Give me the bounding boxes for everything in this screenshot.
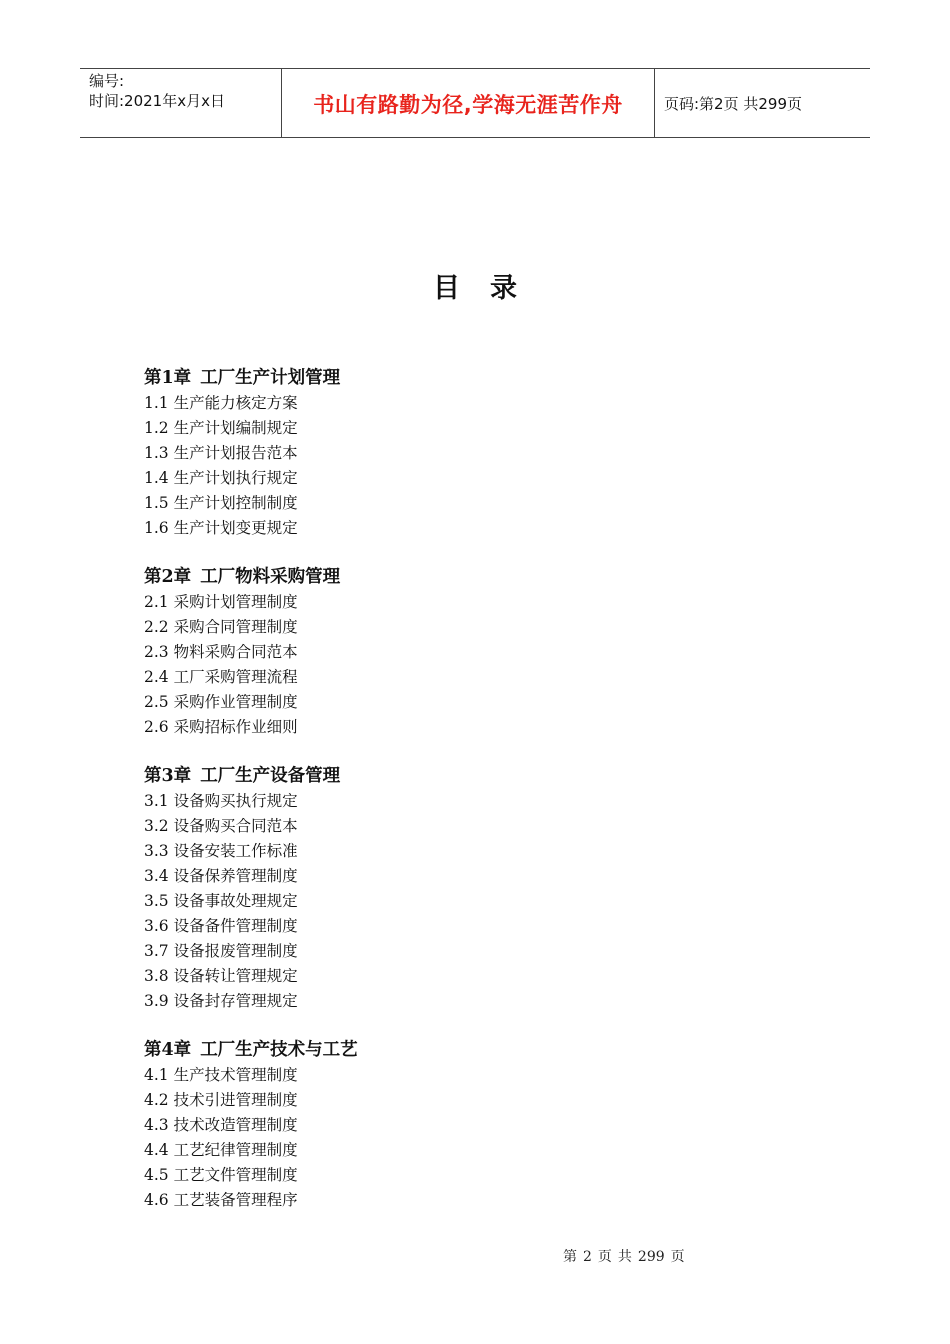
toc-chapter [144,1038,744,1213]
toc-entry[interactable]: 3.9 设备封存管理规定 [144,992,298,1010]
toc-entry[interactable]: 3.3 设备安装工作标准 [144,842,298,860]
chapter-name: 工厂物料采购管理 [200,567,341,587]
header-page-info: 页码:第2页 共299页 [664,94,802,113]
page-header [80,68,870,138]
toc-entry[interactable]: 1.2 生产计划编制规定 [144,419,298,437]
number-label: 编号: [89,72,125,90]
chapter-heading[interactable] [144,565,744,590]
footer-page-num: 2 [583,1249,592,1265]
toc-entry[interactable]: 4.1 生产技术管理制度 [144,1066,298,1084]
header-motto-cell [282,69,655,137]
toc-entry[interactable]: 4.6 工艺装备管理程序 [144,1191,298,1209]
chapter-number: 第4章 [144,1040,192,1060]
chapter-name: 工厂生产技术与工艺 [200,1040,358,1060]
chapter-heading[interactable] [144,366,744,391]
chapter-name: 工厂生产设备管理 [200,766,341,786]
toc-entry[interactable]: 3.2 设备购买合同范本 [144,817,298,835]
chapter-name: 工厂生产计划管理 [200,368,341,388]
toc-entry[interactable]: 3.4 设备保养管理制度 [144,867,298,885]
toc-entry[interactable]: 1.3 生产计划报告范本 [144,444,298,462]
toc-entry[interactable]: 4.4 工艺纪律管理制度 [144,1141,298,1159]
toc-entry[interactable]: 1.1 生产能力核定方案 [144,394,298,412]
toc-chapter [144,565,744,740]
toc-chapter [144,366,744,541]
time-label: 时间:2021年x月x日 [89,92,225,110]
toc-entry[interactable]: 2.6 采购招标作业细则 [144,718,298,736]
header-page-cell [655,69,870,137]
chapter-heading[interactable] [144,1038,744,1063]
toc-title: 目录 [433,273,547,304]
toc-entry[interactable]: 3.5 设备事故处理规定 [144,892,298,910]
toc-entry[interactable]: 2.4 工厂采购管理流程 [144,668,298,686]
footer-total-num: 299 [637,1249,665,1265]
toc-entry[interactable]: 2.1 采购计划管理制度 [144,593,298,611]
toc-entry[interactable]: 3.8 设备转让管理规定 [144,967,298,985]
chapter-number: 第1章 [144,368,192,388]
footer-page-prefix: 第 [563,1249,577,1265]
chapter-number: 第2章 [144,567,192,587]
motto-text: 书山有路勤为径,学海无涯苦作舟 [313,93,623,117]
toc-entry[interactable]: 3.1 设备购买执行规定 [144,792,298,810]
toc-chapter [144,764,744,1014]
toc-entry[interactable]: 2.3 物料采购合同范本 [144,643,298,661]
toc-entry[interactable]: 1.6 生产计划变更规定 [144,519,298,537]
table-of-contents [144,366,744,1237]
toc-entry[interactable]: 3.7 设备报废管理制度 [144,942,298,960]
chapter-number: 第3章 [144,766,192,786]
toc-entry[interactable]: 4.2 技术引进管理制度 [144,1091,298,1109]
footer-total-prefix: 共 [617,1249,632,1265]
toc-entry[interactable]: 3.6 设备备件管理制度 [144,917,298,935]
chapter-heading[interactable] [144,764,744,789]
footer-total-suffix: 页 [670,1249,685,1265]
header-meta-cell [80,69,282,137]
toc-entry[interactable]: 1.4 生产计划执行规定 [144,469,298,487]
toc-entry[interactable]: 4.5 工艺文件管理制度 [144,1166,298,1184]
footer-page-mid: 页 [597,1249,612,1265]
toc-entry[interactable]: 4.3 技术改造管理制度 [144,1116,298,1134]
toc-entry[interactable]: 2.2 采购合同管理制度 [144,618,298,636]
page-footer [563,1246,691,1266]
toc-entry[interactable]: 2.5 采购作业管理制度 [144,693,298,711]
toc-entry[interactable]: 1.5 生产计划控制制度 [144,494,298,512]
